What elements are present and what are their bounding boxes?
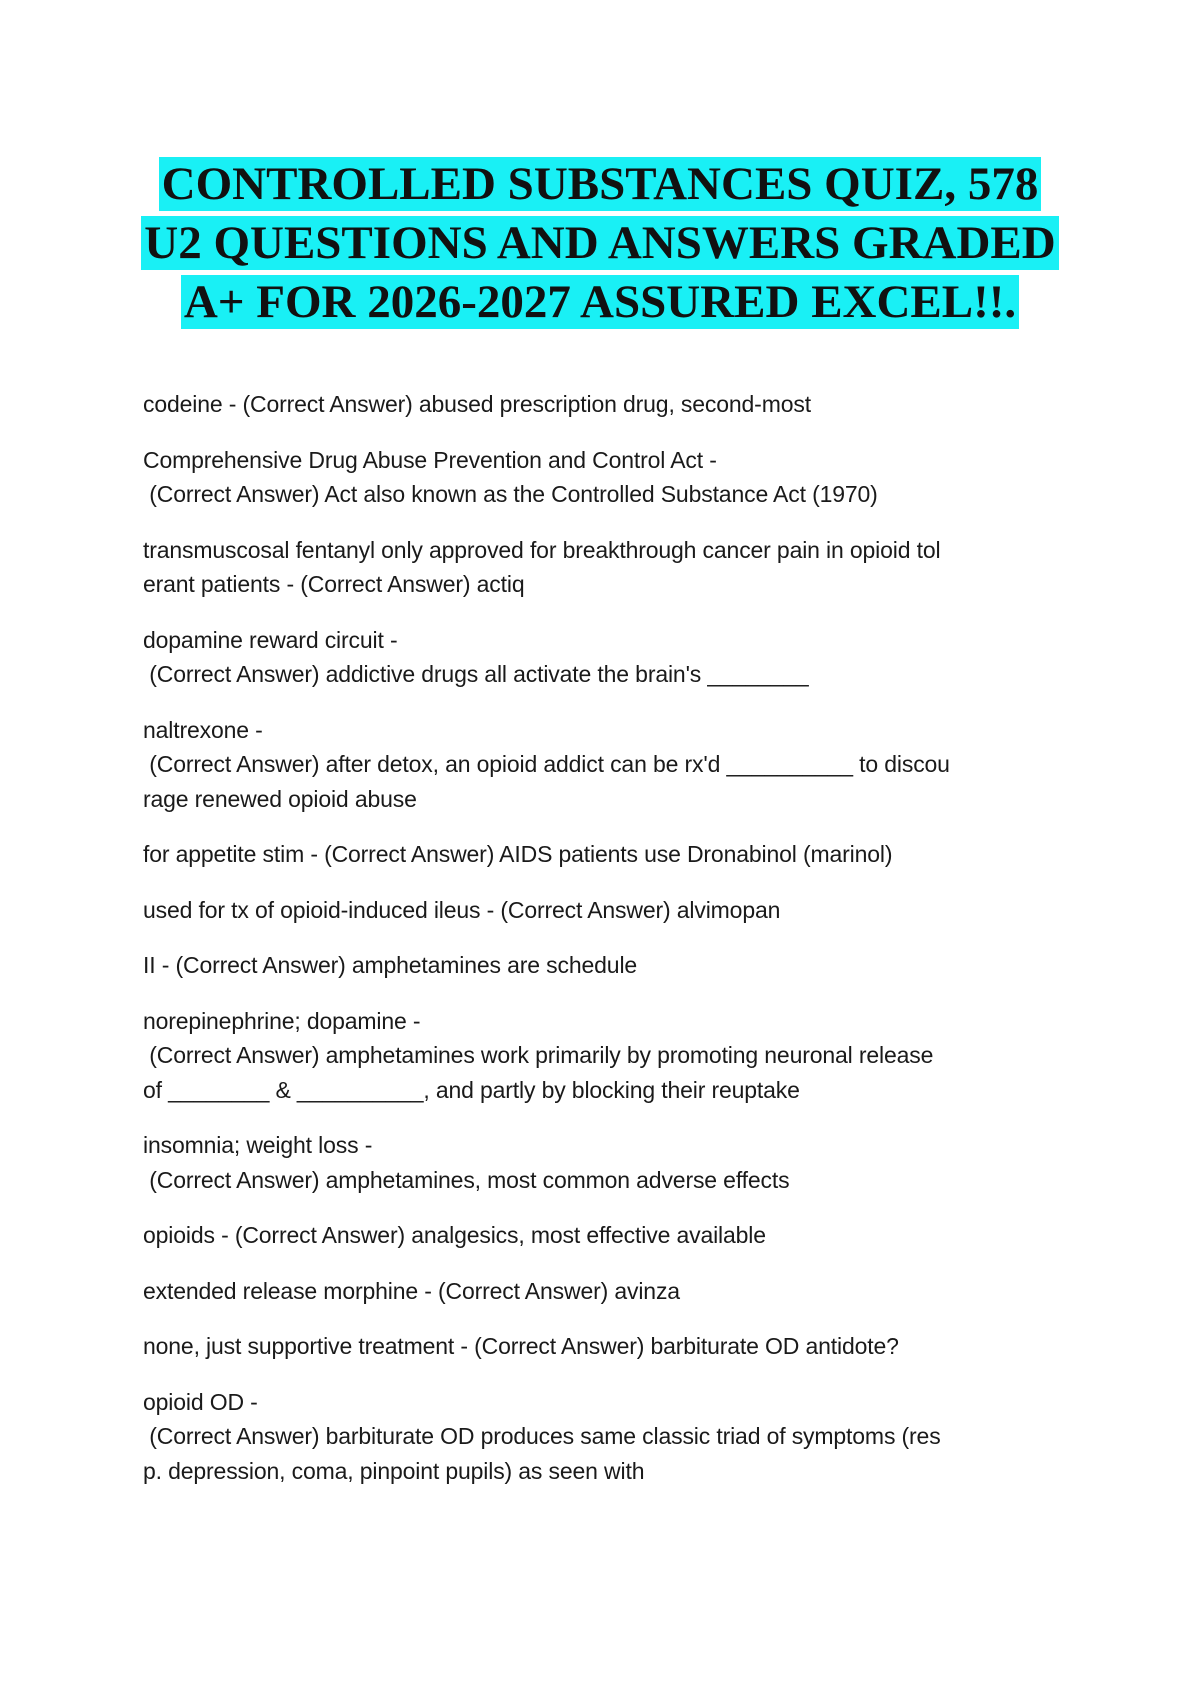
qa-entry-line: (Correct Answer) amphetamines work primarily by promoting neuronal release [143,1042,934,1068]
qa-entry [143,1004,1083,1108]
qa-entry-line: insomnia; weight loss - [143,1132,373,1158]
qa-entry-line: dopamine reward circuit - [143,626,398,653]
qa-entry-line: (Correct Answer) after detox, an opioid addict can be rx'd __________ to discou [143,751,950,777]
qa-entry-line: codeine - (Correct Answer) abused prescription drug, second-most [143,391,811,417]
qa-entry [143,443,1083,512]
qa-entry-line: extended release morphine - (Correct Answer) avinza [143,1277,680,1304]
qa-entry-line: p. depression, coma, pinpoint pupils) as seen with [143,1457,645,1484]
qa-entry [143,623,1083,692]
qa-entry-line: (Correct Answer) barbiturate OD produces same classic triad of symptoms (res [143,1423,941,1449]
qa-entry [143,533,1083,602]
qa-entry [143,1274,1083,1309]
document-title [120,155,1080,332]
qa-entry-line: norepinephrine; dopamine - [143,1007,421,1034]
qa-entry-line: (Correct Answer) addictive drugs all activate the brain's ________ [143,661,809,687]
title-line-3: A+ FOR 2026-2027 ASSURED EXCEL!!. [181,275,1019,329]
qa-entry [143,1128,1083,1197]
qa-entry-line: for appetite stim - (Correct Answer) AIDS patients use Dronabinol (marinol) [143,841,893,867]
qa-entry [143,713,1083,817]
qa-entry-line: opioid OD - [143,1388,258,1415]
title-line-2: U2 QUESTIONS AND ANSWERS GRADED [141,216,1058,270]
qa-entry-line: of ________ & __________, and partly by blocking their reuptake [143,1076,800,1103]
qa-entry-list [143,387,1083,1509]
qa-entry [143,948,1083,983]
title-line-1: CONTROLLED SUBSTANCES QUIZ, 578 [159,157,1042,211]
qa-entry-line: transmuscosal fentanyl only approved for breakthrough cancer pain in opioid tol [143,536,941,563]
qa-entry [143,387,1083,422]
qa-entry-line: II - (Correct Answer) amphetamines are schedule [143,952,638,978]
qa-entry-line: naltrexone - [143,716,263,743]
qa-entry-line: erant patients - (Correct Answer) actiq [143,571,525,597]
qa-entry-line: rage renewed opioid abuse [143,785,417,812]
qa-entry-line: opioids - (Correct Answer) analgesics, most effective available [143,1222,766,1248]
qa-entry-line: Comprehensive Drug Abuse Prevention and Control Act - [143,446,717,473]
qa-entry-line: used for tx of opioid-induced ileus - (Correct Answer) alvimopan [143,896,781,923]
qa-entry-line: (Correct Answer) Act also known as the Controlled Substance Act (1970) [143,481,878,507]
qa-entry-line: none, just supportive treatment - (Correct Answer) barbiturate OD antidote? [143,1333,899,1359]
qa-entry [143,837,1083,872]
qa-entry-line: (Correct Answer) amphetamines, most common adverse effects [143,1166,790,1193]
qa-entry [143,893,1083,928]
qa-entry [143,1385,1083,1489]
qa-entry [143,1329,1083,1364]
qa-entry [143,1218,1083,1253]
